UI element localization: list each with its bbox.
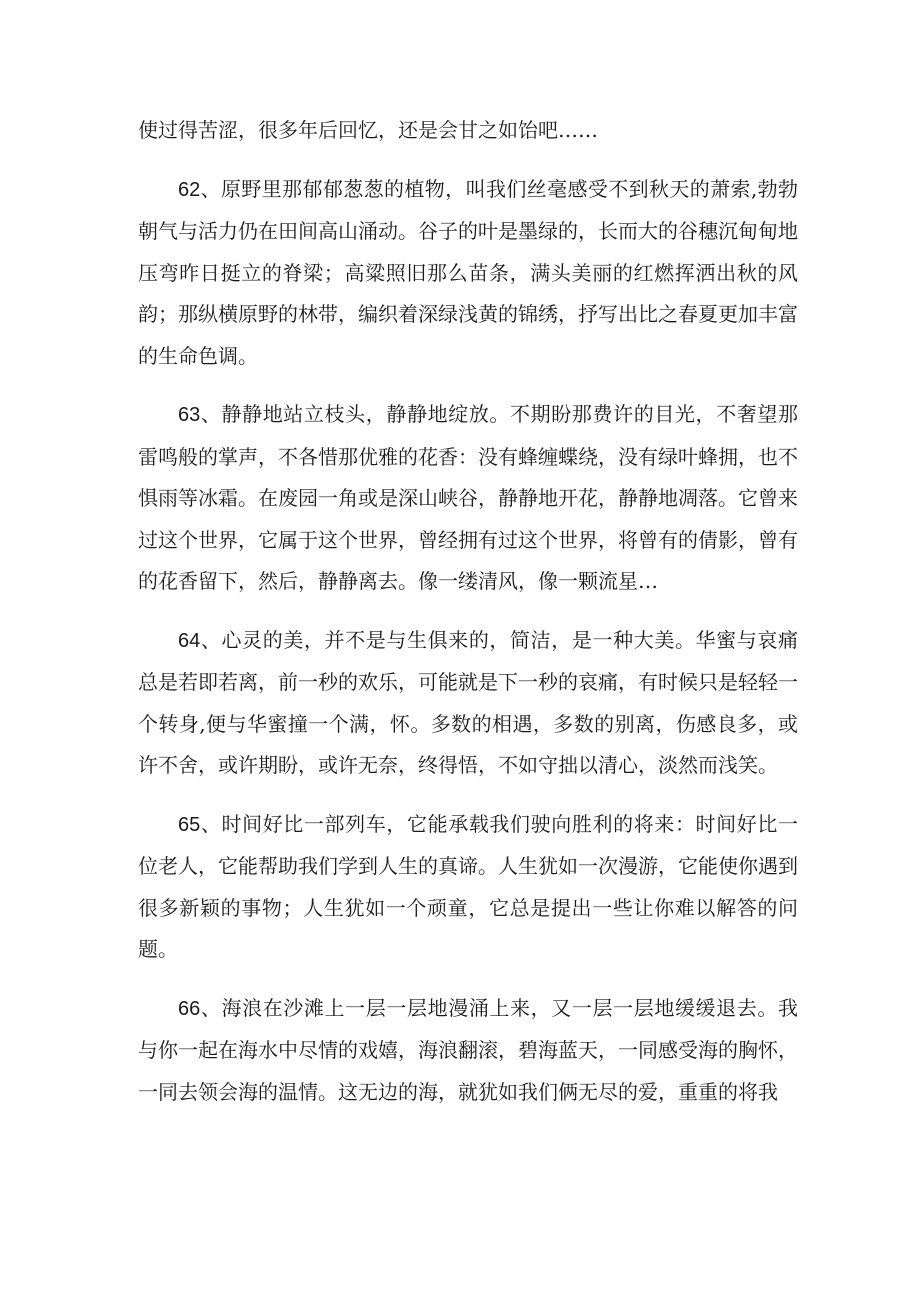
paragraph-text: 、时间好比一部列车，它能承载我们驶向胜利的将来：时间好比一位老人，它能帮助我们学到人生的真谛。人生犹如一次漫游，它能使你遇到很多新颖的事物；人生犹如一个顽童，它总是提出一些让你难以解答的问题。 bbox=[138, 811, 798, 961]
lead-paragraph: 使过得苦涩，很多年后回忆，还是会甘之如饴吧…… bbox=[138, 118, 598, 142]
paragraph-65 bbox=[138, 804, 798, 971]
paragraph-number: 66 bbox=[178, 997, 201, 1020]
paragraph-text: 、心灵的美，并不是与生俱来的，简洁，是一种大美。华蜜与哀痛总是若即若离，前一秒的欢乐，可能就是下一秒的哀痛，有时候只是轻轻一个转身,便与华蜜撞一个满，怀。多数的相遇，多数的别离，伤感良多，或许不舍，或许期盼，或许无奈，终得悟，不如守拙以清心，淡然而浅笑。 bbox=[138, 627, 798, 777]
paragraph-text: 、静静地站立枝头，静静地绽放。不期盼那费许的目光，不奢望那雷鸣般的掌声，不各惜那优雅的花香：没有蜂缠蝶绕，没有绿叶蜂拥，也不惧雨等冰霜。在废园一角或是深山峡谷，静静地开花，静静地凋落。它曾来过这个世界，它属于这个世界，曾经拥有过这个世界，将曾有的倩影，曾有的花香留下，然后，静静离去。像一缕清风，像一颗流星… bbox=[138, 402, 798, 593]
paragraph-number: 62 bbox=[178, 178, 201, 201]
paragraph-66 bbox=[138, 988, 798, 1114]
paragraph-number: 64 bbox=[178, 629, 201, 652]
paragraph-number: 65 bbox=[178, 813, 201, 836]
paragraph-62 bbox=[138, 169, 798, 378]
document-page bbox=[138, 110, 798, 1113]
paragraph-64 bbox=[138, 620, 798, 787]
paragraph-number: 63 bbox=[178, 404, 201, 426]
paragraph-text: 、海浪在沙滩上一层一层地漫涌上来，又一层一层地缓缓退去。我与你一起在海水中尽情的戏嬉，海浪翻滚，碧海蓝天，一同感受海的胸怀，一同去领会海的温情。这无边的海，就犹如我们俩无尽的爱，重重的将我 bbox=[138, 995, 798, 1104]
paragraph-63 bbox=[138, 394, 798, 603]
paragraph-text: 、原野里那郁郁葱葱的植物，叫我们丝毫感受不到秋天的萧索,勃勃朝气与活力仍在田间高山涌动。谷子的叶是墨绿的，长而大的谷穗沉甸甸地压弯昨日挺立的脊梁；高粱照旧那么苗条，满头美丽的红燃挥洒出秋的风韵；那纵横原野的林带，编织着深绿浅黄的锦绣，抒写出比之春夏更加丰富的生命色调。 bbox=[138, 176, 798, 368]
